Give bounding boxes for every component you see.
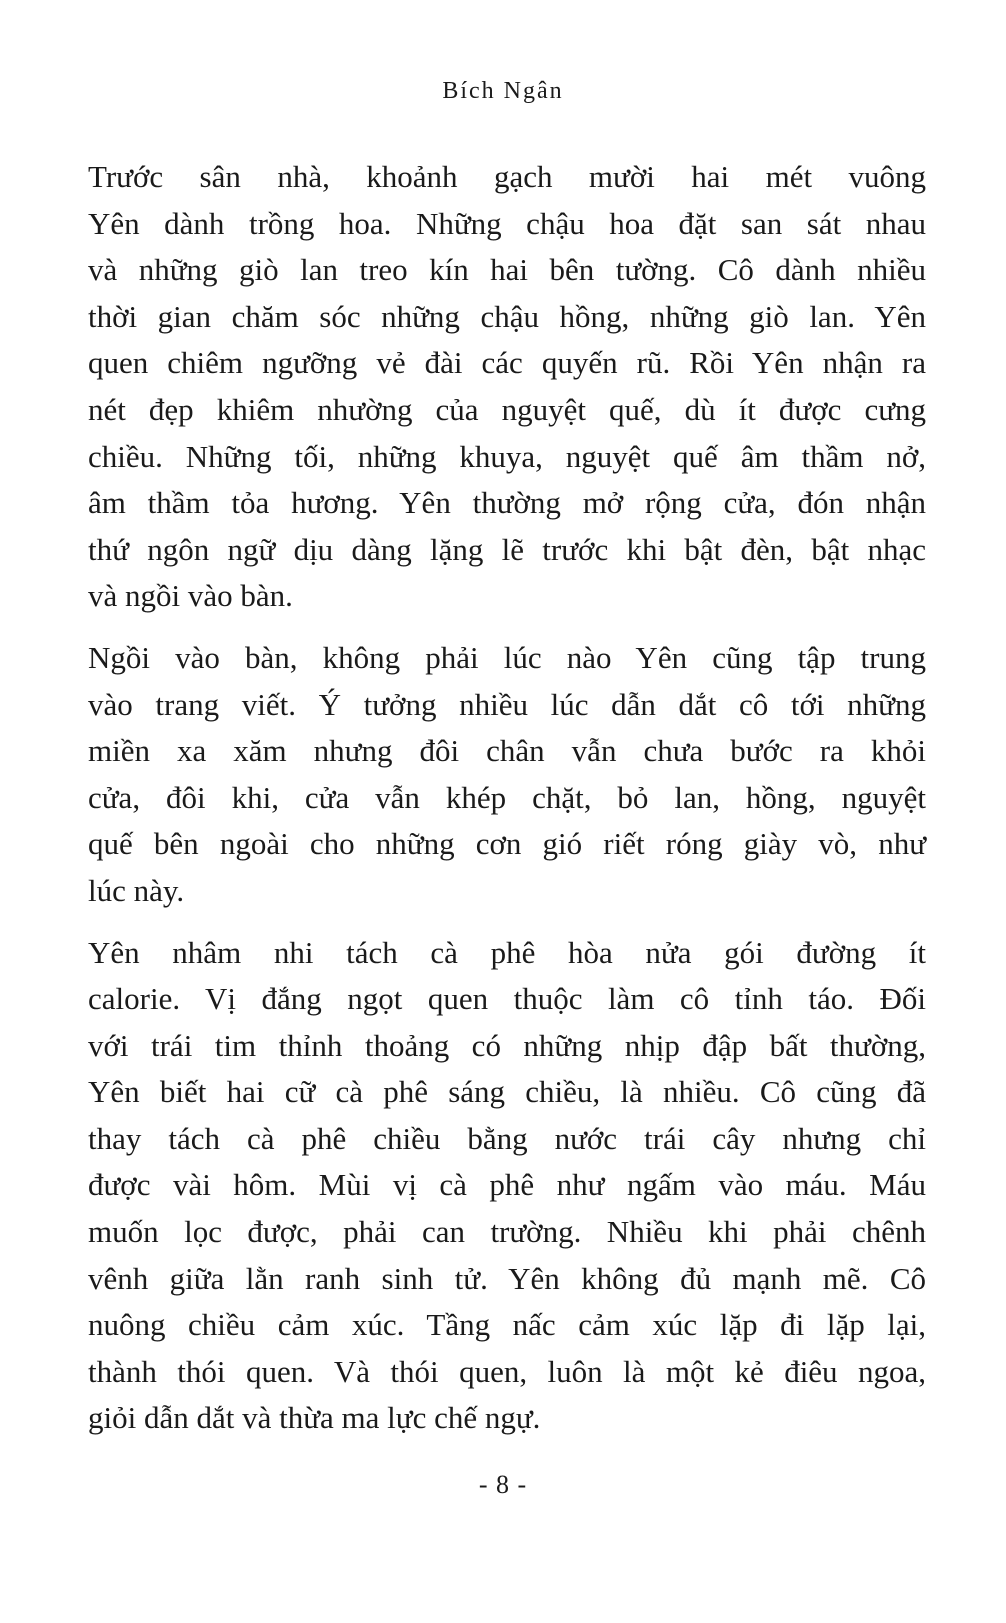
paragraph (88, 154, 926, 620)
text-line: calorie. Vị đắng ngọt quen thuộc làm cô tỉnh táo. Đối (88, 981, 926, 1017)
text-line: vào trang viết. Ý tưởng nhiều lúc dẫn dắt cô tới những (88, 686, 926, 722)
text-line: quế bên ngoài cho những cơn gió riết róng giày vò, như (88, 826, 926, 862)
text-line: Yên biết hai cữ cà phê sáng chiều, là nhiều. Cô cũng đã (88, 1074, 926, 1110)
text-line: thay tách cà phê chiều bằng nước trái cây nhưng chỉ (88, 1120, 926, 1156)
body-text (88, 154, 926, 1442)
text-line: Trước sân nhà, khoảnh gạch mười hai mét vuông (88, 159, 926, 194)
text-line: và những giò lan treo kín hai bên tường. Cô dành nhiều (88, 252, 926, 288)
text-line: được vài hôm. Mùi vị cà phê như ngấm vào máu. Máu (88, 1167, 926, 1203)
text-line: muốn lọc được, phải can trường. Nhiều khi phải chênh (88, 1214, 926, 1250)
page-number: - 8 - (478, 1470, 528, 1499)
paragraph (88, 930, 926, 1443)
text-line: thành thói quen. Và thói quen, luôn là một kẻ điêu ngoa, (88, 1353, 926, 1389)
text-line: lúc này. (88, 872, 185, 908)
text-line: với trái tim thỉnh thoảng có những nhịp đập bất thường, (88, 1027, 926, 1063)
text-line: thời gian chăm sóc những chậu hồng, những giò lan. Yên (88, 298, 926, 334)
text-line: giỏi dẫn dắt và thừa ma lực chế ngự. (88, 1400, 541, 1436)
text-line: quen chiêm ngưỡng vẻ đài các quyến rũ. Rồi Yên nhận ra (88, 345, 926, 381)
text-line: miền xa xăm nhưng đôi chân vẫn chưa bước ra khỏi (88, 733, 926, 769)
text-line: cửa, đôi khi, cửa vẫn khép chặt, bỏ lan, hồng, nguyệt (88, 779, 926, 815)
text-line: nét đẹp khiêm nhường của nguyệt quế, dù ít được cưng (88, 391, 926, 427)
paragraph (88, 635, 926, 915)
text-line: Ngồi vào bàn, không phải lúc nào Yên cũng tập trung (88, 639, 926, 675)
text-line: nuông chiều cảm xúc. Tầng nấc cảm xúc lặp đi lặp lại, (88, 1307, 926, 1343)
text-line: Yên nhâm nhi tách cà phê hòa nửa gói đường ít (88, 934, 926, 970)
running-header-author: Bích Ngân (442, 78, 564, 104)
text-line: và ngồi vào bàn. (88, 578, 293, 614)
text-line: vênh giữa lằn ranh sinh tử. Yên không đủ mạnh mẽ. Cô (88, 1260, 926, 1296)
text-line: thứ ngôn ngữ dịu dàng lặng lẽ trước khi bật đèn, bật nhạc (88, 531, 926, 567)
text-line: Yên dành trồng hoa. Những chậu hoa đặt san sát nhau (88, 205, 926, 241)
text-line: âm thầm tỏa hương. Yên thường mở rộng cửa, đón nhận (88, 485, 926, 521)
text-line: chiều. Những tối, những khuya, nguyệt quế âm thầm nở, (88, 438, 926, 474)
